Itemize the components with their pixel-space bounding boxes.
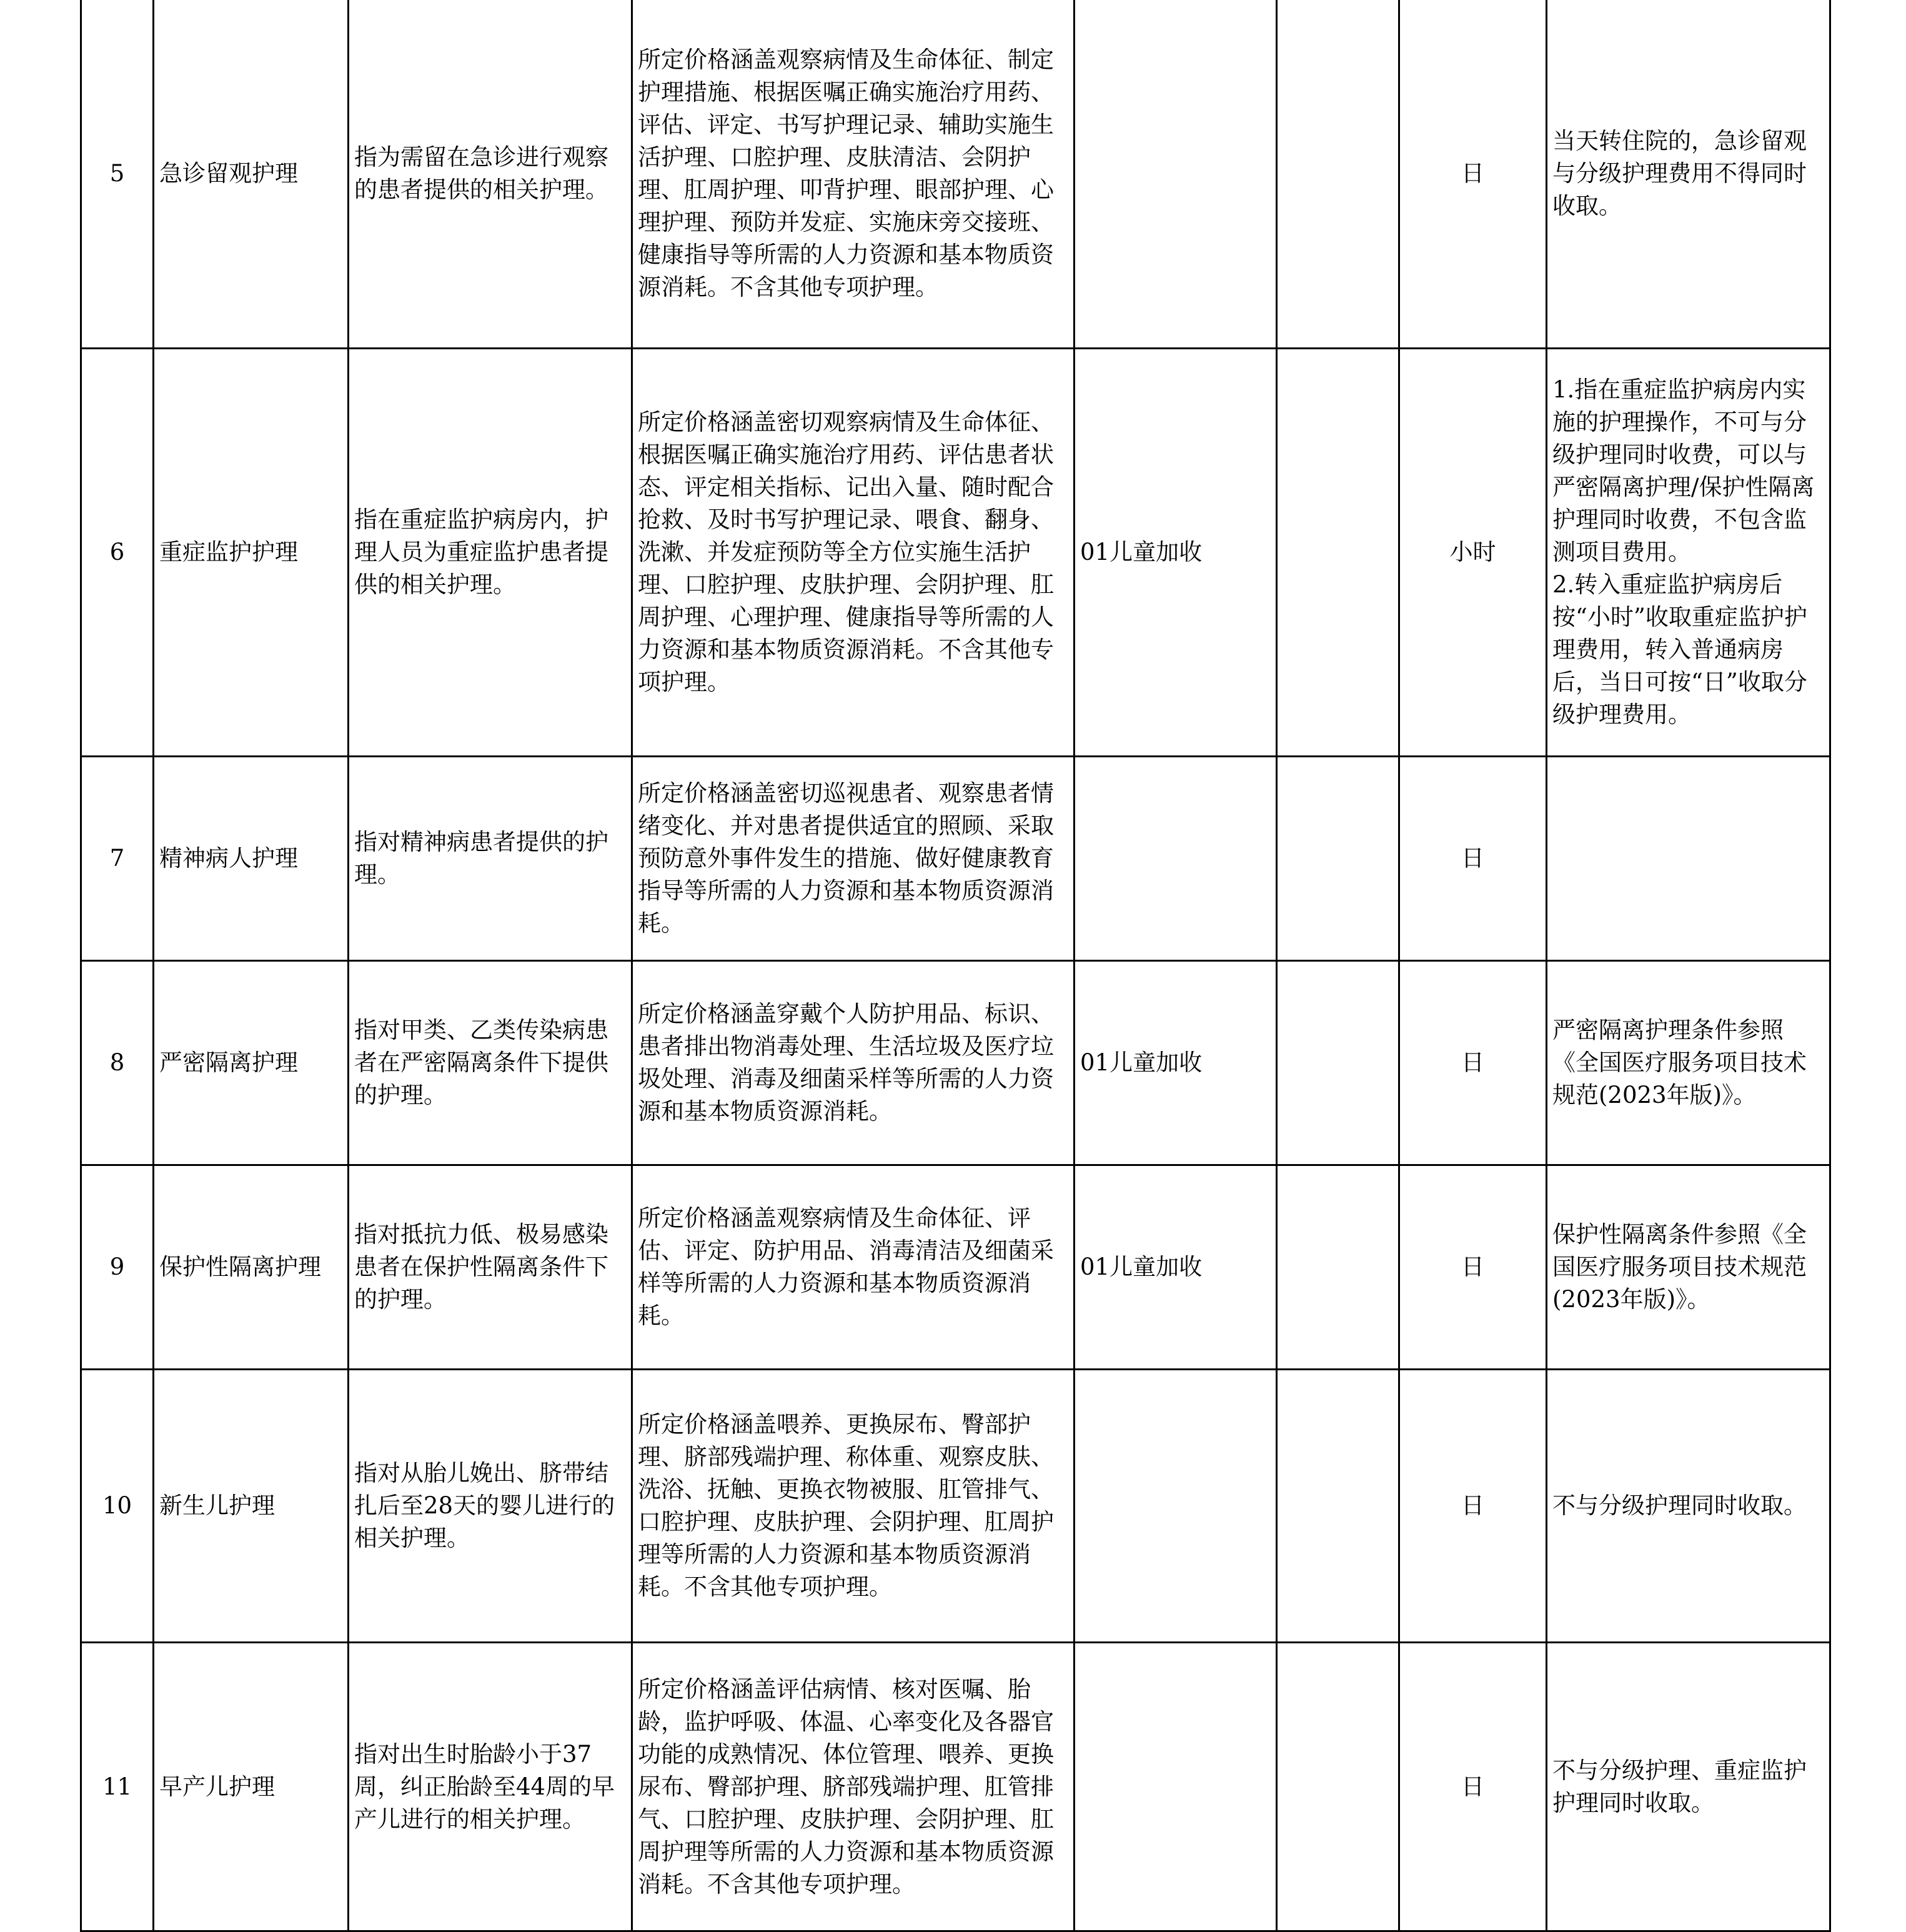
item-included: 所定价格涵盖观察病情及生命体征、制定护理措施、根据医嘱正确实施治疗用药、评估、评定、书写护理记录、辅助实施生活护理、口腔护理、皮肤清洁、会阴护理、肛周护理、叩背护理、眼部护理、心理护理、预防并发症、实施床旁交接班、健康指导等所需的人力资源和基本物质资源消耗。不含其他专项护理。 bbox=[632, 0, 1075, 349]
item-excluded bbox=[1277, 1370, 1399, 1643]
pricing-table bbox=[80, 0, 1831, 1932]
item-unit: 日 bbox=[1399, 1643, 1547, 1931]
item-content: 指对从胎儿娩出、脐带结扎后至28天的婴儿进行的相关护理。 bbox=[349, 1370, 632, 1643]
item-included: 所定价格涵盖喂养、更换尿布、臀部护理、脐部残端护理、称体重、观察皮肤、洗浴、抚触、更换衣物被服、肛管排气、口腔护理、皮肤护理、会阴护理、肛周护理等所需的人力资源和基本物质资源消耗。不含其他专项护理。 bbox=[632, 1370, 1075, 1643]
item-excluded bbox=[1277, 1643, 1399, 1931]
item-excluded bbox=[1277, 0, 1399, 349]
item-note: 严密隔离护理条件参照《全国医疗服务项目技术规范(2023年版)》。 bbox=[1547, 961, 1830, 1165]
item-content: 指在重症监护病房内，护理人员为重症监护患者提供的相关护理。 bbox=[349, 349, 632, 757]
item-excluded bbox=[1277, 349, 1399, 757]
item-excluded bbox=[1277, 961, 1399, 1165]
item-content: 指对出生时胎龄小于37周，纠正胎龄至44周的早产儿进行的相关护理。 bbox=[349, 1643, 632, 1931]
item-included: 所定价格涵盖密切观察病情及生命体征、根据医嘱正确实施治疗用药、评估患者状态、评定相关指标、记出入量、随时配合抢救、及时书写护理记录、喂食、翻身、洗漱、并发症预防等全方位实施生活护理、口腔护理、皮肤护理、会阴护理、肛周护理、心理护理、健康指导等所需的人力资源和基本物质资源消耗。不含其他专项护理。 bbox=[632, 349, 1075, 757]
item-unit: 日 bbox=[1399, 0, 1547, 349]
item-content: 指对精神病患者提供的护理。 bbox=[349, 757, 632, 961]
item-note: 保护性隔离条件参照《全国医疗服务项目技术规范(2023年版)》。 bbox=[1547, 1165, 1830, 1370]
item-unit: 小时 bbox=[1399, 349, 1547, 757]
item-name: 严密隔离护理 bbox=[154, 961, 349, 1165]
table-row bbox=[81, 0, 1830, 349]
table-row bbox=[81, 961, 1830, 1165]
item-addon bbox=[1075, 0, 1277, 349]
table-row bbox=[81, 1370, 1830, 1643]
item-included: 所定价格涵盖评估病情、核对医嘱、胎龄，监护呼吸、体温、心率变化及各器官功能的成熟情况、体位管理、喂养、更换尿布、臀部护理、脐部残端护理、肛管排气、口腔护理、皮肤护理、会阴护理、肛周护理等所需的人力资源和基本物质资源消耗。不含其他专项护理。 bbox=[632, 1643, 1075, 1931]
item-note: 不与分级护理同时收取。 bbox=[1547, 1370, 1830, 1643]
item-number: 8 bbox=[81, 961, 154, 1165]
item-unit: 日 bbox=[1399, 757, 1547, 961]
table-row bbox=[81, 757, 1830, 961]
item-note: 不与分级护理、重症监护护理同时收取。 bbox=[1547, 1643, 1830, 1931]
item-included: 所定价格涵盖穿戴个人防护用品、标识、患者排出物消毒处理、生活垃圾及医疗垃圾处理、消毒及细菌采样等所需的人力资源和基本物质资源消耗。 bbox=[632, 961, 1075, 1165]
item-name: 精神病人护理 bbox=[154, 757, 349, 961]
table-row bbox=[81, 1165, 1830, 1370]
item-content: 指对抵抗力低、极易感染患者在保护性隔离条件下的护理。 bbox=[349, 1165, 632, 1370]
item-addon bbox=[1075, 757, 1277, 961]
item-number: 7 bbox=[81, 757, 154, 961]
item-addon bbox=[1075, 1643, 1277, 1931]
item-addon bbox=[1075, 1370, 1277, 1643]
item-unit: 日 bbox=[1399, 1370, 1547, 1643]
item-excluded bbox=[1277, 757, 1399, 961]
item-addon: 01儿童加收 bbox=[1075, 961, 1277, 1165]
item-content: 指对甲类、乙类传染病患者在严密隔离条件下提供的护理。 bbox=[349, 961, 632, 1165]
item-excluded bbox=[1277, 1165, 1399, 1370]
item-name: 早产儿护理 bbox=[154, 1643, 349, 1931]
item-included: 所定价格涵盖密切巡视患者、观察患者情绪变化、并对患者提供适宜的照顾、采取预防意外事件发生的措施、做好健康教育指导等所需的人力资源和基本物质资源消耗。 bbox=[632, 757, 1075, 961]
item-name: 重症监护护理 bbox=[154, 349, 349, 757]
item-unit: 日 bbox=[1399, 1165, 1547, 1370]
table-row bbox=[81, 349, 1830, 757]
item-name: 急诊留观护理 bbox=[154, 0, 349, 349]
table-row bbox=[81, 1643, 1830, 1931]
item-name: 新生儿护理 bbox=[154, 1370, 349, 1643]
item-note: 当天转住院的，急诊留观与分级护理费用不得同时收取。 bbox=[1547, 0, 1830, 349]
item-number: 6 bbox=[81, 349, 154, 757]
item-number: 5 bbox=[81, 0, 154, 349]
item-included: 所定价格涵盖观察病情及生命体征、评估、评定、防护用品、消毒清洁及细菌采样等所需的人力资源和基本物质资源消耗。 bbox=[632, 1165, 1075, 1370]
item-number: 11 bbox=[81, 1643, 154, 1931]
item-note: 1.指在重症监护病房内实施的护理操作，不可与分级护理同时收费，可以与严密隔离护理/保护性隔离护理同时收费，不包含监测项目费用。 2.转入重症监护病房后按“小时”收取重症监护护理费用，转入普通病房后，当日可按“日”收取分级护理费用。 bbox=[1547, 349, 1830, 757]
item-note bbox=[1547, 757, 1830, 961]
item-unit: 日 bbox=[1399, 961, 1547, 1165]
item-number: 9 bbox=[81, 1165, 154, 1370]
item-number: 10 bbox=[81, 1370, 154, 1643]
item-addon: 01儿童加收 bbox=[1075, 349, 1277, 757]
item-content: 指为需留在急诊进行观察的患者提供的相关护理。 bbox=[349, 0, 632, 349]
item-addon: 01儿童加收 bbox=[1075, 1165, 1277, 1370]
item-name: 保护性隔离护理 bbox=[154, 1165, 349, 1370]
